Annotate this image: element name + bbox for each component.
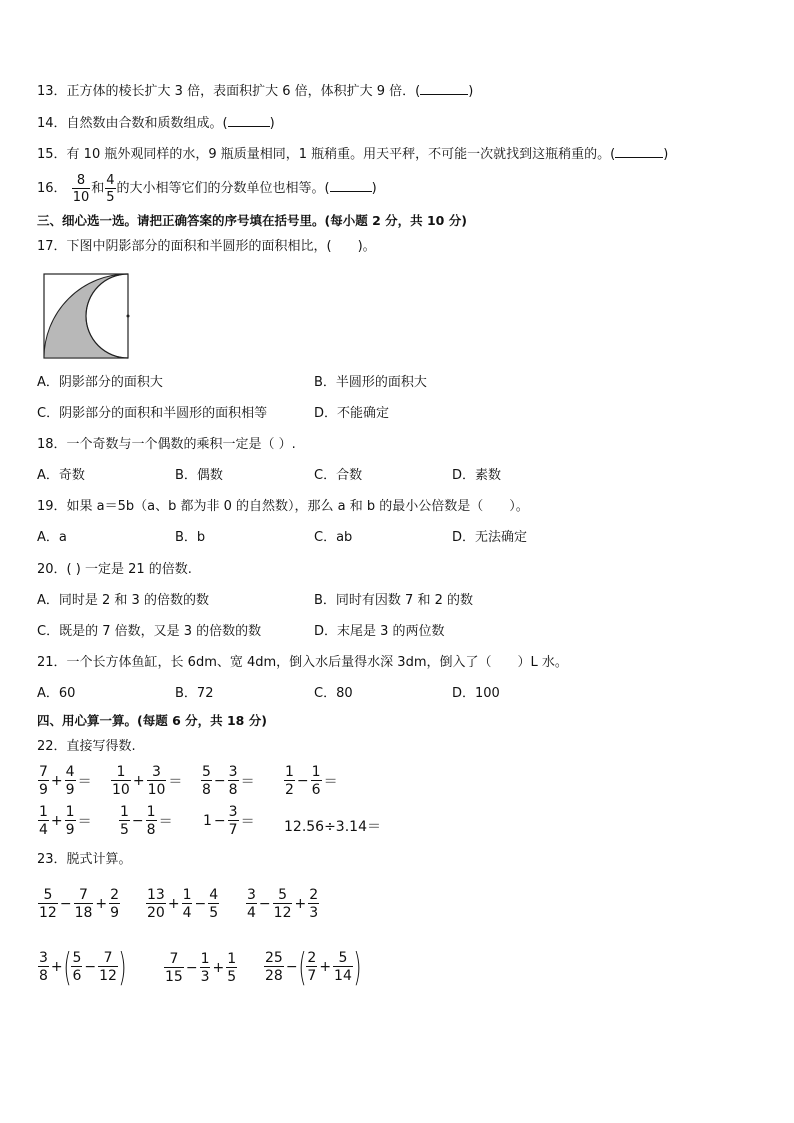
calc-division: 12.56÷3.14＝ (284, 819, 381, 835)
calc-1-minus-3-7: 1 − $\frac{3}{7}$ ＝ (203, 804, 255, 838)
answer-blank[interactable] (228, 114, 270, 127)
question-14: 14．自然数由合数和质数组成。( ) (37, 116, 275, 131)
question-20-text: 20．( ) 一定是 21 的倍数. (37, 562, 192, 577)
q18-option-c[interactable]: C．合数 (314, 468, 363, 483)
question-21-text: 21．一个长方体鱼缸，长 6dm、宽 4dm，倒入水后量得水深 3dm，倒入了（ ）L 水。 (37, 655, 568, 670)
answer-blank[interactable] (420, 82, 468, 95)
q19-option-a[interactable]: A．a (37, 530, 67, 545)
q20-option-a[interactable]: A．同时是 2 和 3 的倍数的数 (37, 593, 209, 608)
q17-option-c[interactable]: C．阴影部分的面积和半圆形的面积相等 (37, 406, 268, 421)
question-15: 15．有 10 瓶外观同样的水，9 瓶质量相同，1 瓶稍重。用天平秤，不可能一次就找到这瓶稍重的。( ) (37, 147, 669, 162)
expr-3-8-paren-5-6-7-12: $\frac{3}{8}$ +( $\frac{5}{6}$ − $\frac{7}{12}$ ) (39, 945, 127, 989)
calc-7-9-plus-4-9: $\frac{7}{9}$ + $\frac{4}{9}$ ＝ (39, 764, 92, 798)
q17-option-a[interactable]: A．阴影部分的面积大 (37, 375, 163, 390)
q21-option-b[interactable]: B．72 (175, 686, 214, 701)
expr-13-20-1-4-4-5: $\frac{13}{20}$ + $\frac{1}{4}$ − $\frac{4}{5}$ (147, 887, 219, 921)
q19-option-d[interactable]: D．无法确定 (452, 530, 528, 545)
question-13-text: 13．正方体的棱长扩大 3 倍，表面积扩大 6 倍，体积扩大 9 倍．( (37, 84, 421, 99)
fraction-4-5: $\frac{4}{5}$ (106, 172, 115, 205)
q20-option-b[interactable]: B．同时有因数 7 和 2 的数 (314, 593, 473, 608)
question-19-text: 19．如果 a＝5b（a、b 都为非 0 的自然数），那么 a 和 b 的最小公倍数是（ ）。 (37, 499, 529, 514)
q17-option-b[interactable]: B．半圆形的面积大 (314, 375, 427, 390)
q18-option-d[interactable]: D．素数 (452, 468, 502, 483)
question-23-text: 23．脱式计算。 (37, 852, 132, 867)
calc-1-2-minus-1-6: $\frac{1}{2}$ − $\frac{1}{6}$ ＝ (285, 764, 338, 798)
question-22-text: 22．直接写得数. (37, 739, 136, 754)
calc-1-4-plus-1-9: $\frac{1}{4}$ + $\frac{1}{9}$ ＝ (39, 804, 92, 838)
expr-3-4-5-12-2-3: $\frac{3}{4}$ − $\frac{5}{12}$ + $\frac{2}{3}$ (247, 887, 319, 921)
question-13: 13．正方体的棱长扩大 3 倍，表面积扩大 6 倍，体积扩大 9 倍．( ) (37, 84, 474, 99)
question-16: 16． $\frac{8}{10}$ 和 $\frac{4}{5}$ 的大小相等它们的分数单位也相等。( ) (37, 172, 377, 205)
section-3-heading: 三、细心选一选。请把正确答案的序号填在括号里。(每小题 2 分，共 10 分) (37, 213, 467, 228)
section-4-heading: 四、用心算一算。(每题 6 分，共 18 分) (37, 713, 267, 728)
question-17-text: 17．下图中阴影部分的面积和半圆形的面积相比，( )。 (37, 239, 376, 254)
q18-option-b[interactable]: B．偶数 (175, 468, 223, 483)
expr-25-28-paren-2-7-5-14: $\frac{25}{28}$ −( $\frac{2}{7}$ + $\frac{5}{14}$ ) (265, 945, 362, 989)
fraction-8-10: $\frac{8}{10}$ (72, 172, 90, 205)
q21-option-d[interactable]: D．100 (452, 686, 500, 701)
q20-option-d[interactable]: D．末尾是 3 的两位数 (314, 624, 445, 639)
q19-option-b[interactable]: B．b (175, 530, 206, 545)
q20-option-c[interactable]: C．既是的 7 倍数，又是 3 的倍数的数 (37, 624, 262, 639)
calc-5-8-minus-3-8: $\frac{5}{8}$ − $\frac{3}{8}$ ＝ (202, 764, 255, 798)
q21-option-c[interactable]: C．80 (314, 686, 353, 701)
expr-5-12-7-18-2-9: $\frac{5}{12}$ − $\frac{7}{18}$ + $\frac{2}{9}$ (39, 887, 120, 921)
calc-1-10-plus-3-10: $\frac{1}{10}$ + $\frac{3}{10}$ ＝ (112, 764, 183, 798)
q17-option-d[interactable]: D．不能确定 (314, 406, 390, 421)
answer-blank[interactable] (330, 179, 372, 192)
q19-option-c[interactable]: C．ab (314, 530, 353, 545)
calc-1-5-minus-1-8: $\frac{1}{5}$ − $\frac{1}{8}$ ＝ (120, 804, 173, 838)
question-15-text: 15．有 10 瓶外观同样的水，9 瓶质量相同，1 瓶稍重。用天平秤，不可能一次就找到这瓶稍重的。( (37, 147, 616, 162)
q21-option-a[interactable]: A．60 (37, 686, 76, 701)
answer-blank[interactable] (615, 145, 663, 158)
question-18-text: 18．一个奇数与一个偶数的乘积一定是（ ）. (37, 437, 296, 452)
shaded-semicircle-figure (43, 273, 131, 361)
q18-option-a[interactable]: A．奇数 (37, 468, 85, 483)
question-14-text: 14．自然数由合数和质数组成。( (37, 116, 228, 131)
expr-7-15-1-3-1-5: $\frac{7}{15}$ − $\frac{1}{3}$ + $\frac{1}{5}$ (165, 951, 237, 985)
